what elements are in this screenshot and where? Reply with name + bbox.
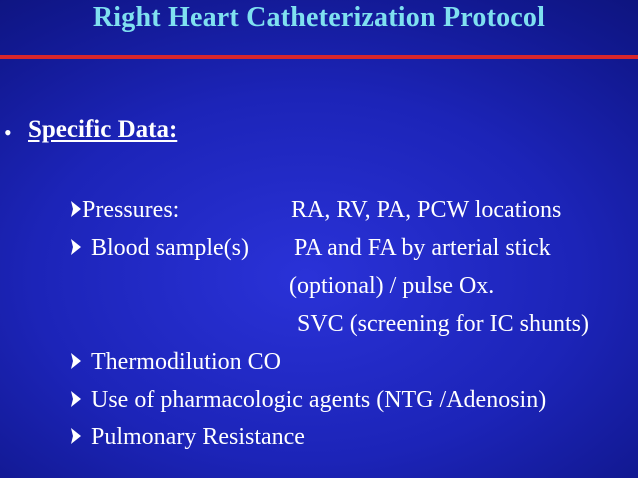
item-label: Thermodilution CO <box>91 349 281 375</box>
arrowhead-right-icon <box>70 427 82 445</box>
list-item-thermodilution <box>70 350 281 374</box>
item-continuation-svc: SVC (screening for IC shunts) <box>297 311 589 337</box>
arrowhead-right-icon <box>70 390 82 408</box>
list-item-pharmacologic-agents <box>70 388 546 412</box>
list-item-pressures <box>70 198 179 222</box>
item-continuation-optional: (optional) / pulse Ox. <box>289 273 495 299</box>
list-item-blood-samples <box>70 236 249 260</box>
item-value-pressures: RA, RV, PA, PCW locations <box>291 197 562 223</box>
item-value-blood-samples: PA and FA by arterial stick <box>294 235 551 261</box>
title-divider <box>0 55 638 59</box>
arrowhead-right-icon <box>70 238 82 256</box>
item-label: Use of pharmacologic agents (NTG /Adenosin) <box>91 387 547 413</box>
section-heading: Specific Data: <box>28 116 178 143</box>
item-label: Pressures: <box>82 197 180 223</box>
item-label: Pulmonary Resistance <box>91 424 305 450</box>
slide-title: Right Heart Catheterization Protocol <box>92 2 546 33</box>
bullet-dot: • <box>4 120 12 145</box>
item-label: Blood sample(s) <box>91 235 249 261</box>
list-item-pulmonary-resistance <box>70 425 305 449</box>
arrowhead-right-icon <box>70 352 82 370</box>
arrowhead-right-icon <box>70 200 82 218</box>
